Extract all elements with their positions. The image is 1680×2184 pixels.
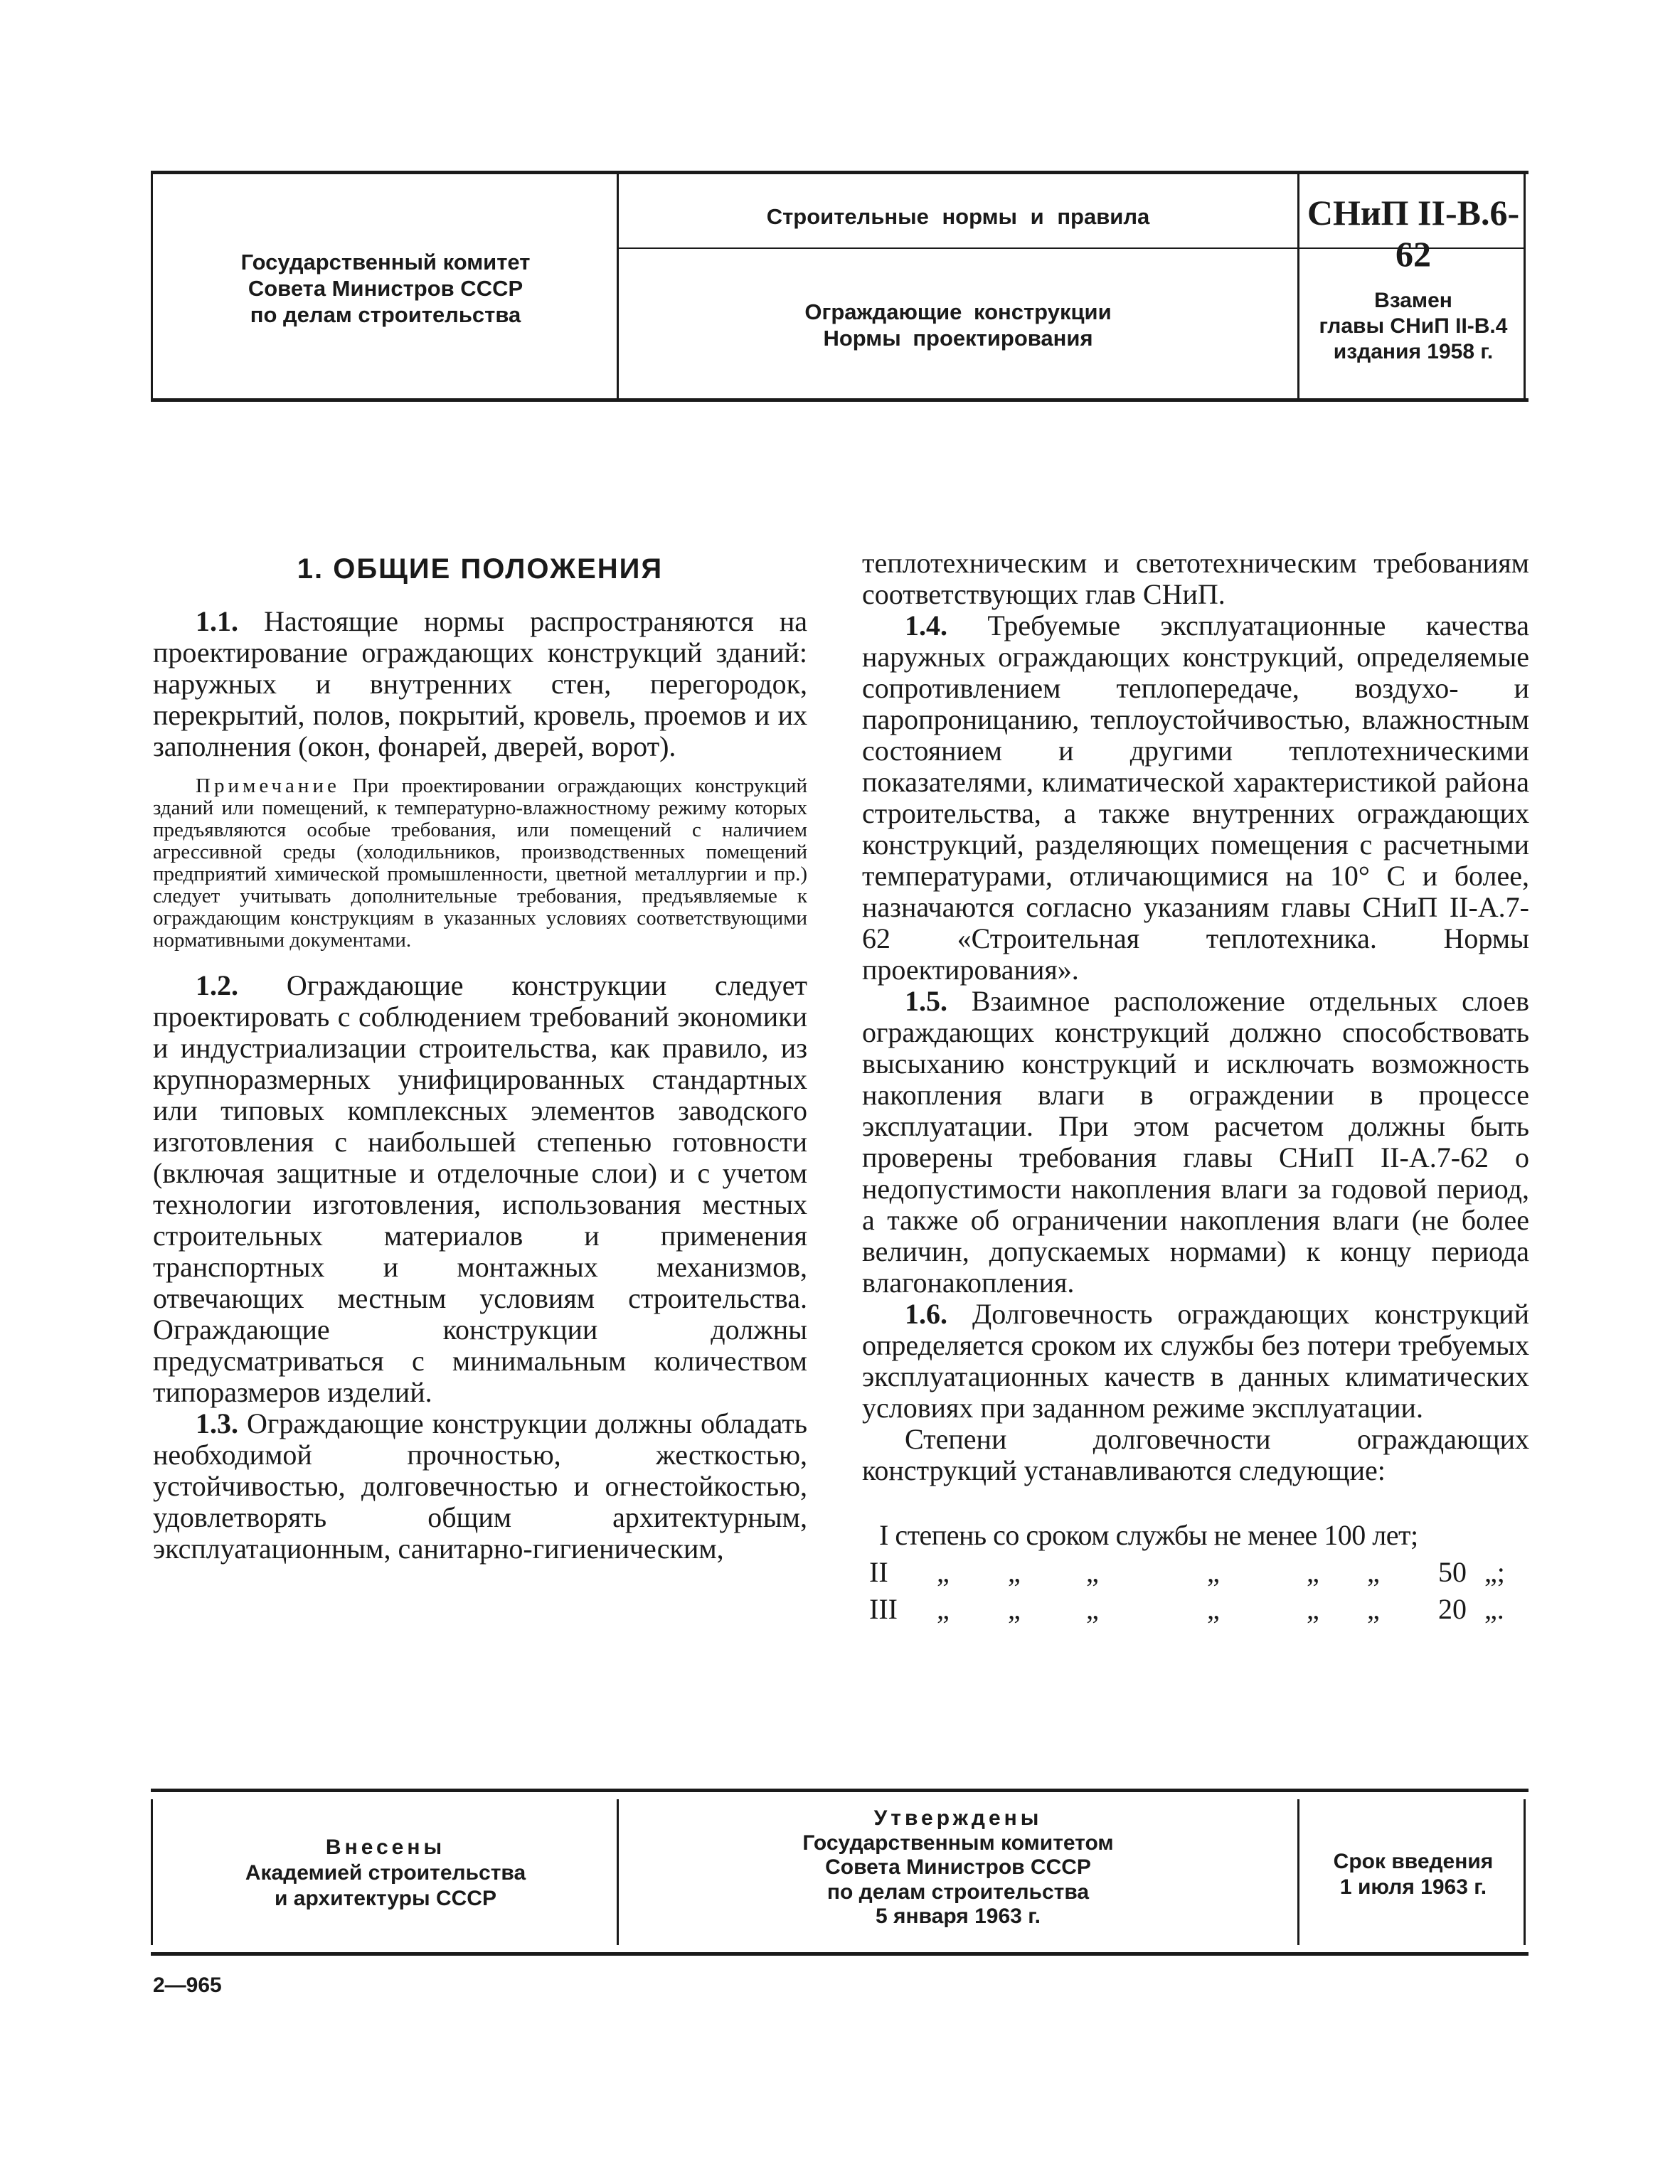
- approved-line: 5 января 1963 г.: [875, 1905, 1041, 1928]
- authority-line: по делам строительства: [250, 302, 521, 328]
- paragraph-number: 1.5.: [905, 985, 947, 1017]
- introduced-line: и архитектуры СССР: [275, 1887, 496, 1910]
- paragraph-number: 1.6.: [905, 1298, 947, 1330]
- paragraph-text: Долговечность ограждающих конструкций определяется сроком их службы без потери требуемых эксплуатационных качеств в данных климатических условиях при заданном режиме эксплуатации.: [862, 1298, 1529, 1424]
- effective-line: Срок введения: [1333, 1850, 1494, 1873]
- degree-label: III: [869, 1593, 898, 1625]
- introduced-line: Внесены: [325, 1836, 446, 1859]
- note-label: Примечание: [196, 774, 340, 797]
- paragraph-1-1: [153, 606, 807, 762]
- degree-end: „.: [1484, 1593, 1504, 1625]
- paragraph-1-2: [153, 970, 807, 1408]
- ditto-mark: „: [1008, 1593, 1021, 1625]
- page-number: 2—965: [153, 1973, 222, 1997]
- ditto-mark: „: [1307, 1593, 1319, 1625]
- introduced-by: [158, 1835, 613, 1912]
- paragraph-1-3-continued: теплотехническим и светотехническим требованиям соответствующих глав СНиП.: [862, 547, 1529, 610]
- paragraph-text: Ограждающие конструкции следует проектировать с соблюдением требований экономики и индустриализации строительства, как правило, из крупноразмерных унифицированных стандартных или типовых комплексных элементов заводского изготовления с наибольшей степенью готовности (включая защитные и отделочные слои) и с учетом технологии изготовления, использования местных строительных материалов и применения транспортных и монтажных механизмов, отвечающих местным условиям строительства. Ограждающие конструкции должны предусматриваться с минимальным количеством типоразмеров изделий.: [153, 969, 807, 1408]
- document-subject: [624, 299, 1292, 351]
- introduced-line: Академией строительства: [245, 1861, 526, 1885]
- degree-label: II: [869, 1556, 888, 1588]
- paragraph-1-5: [862, 986, 1529, 1299]
- replaces-note: [1307, 288, 1520, 365]
- authority-line: Совета Министров СССР: [248, 276, 523, 302]
- subject-line: Нормы проектирования: [823, 326, 1093, 351]
- degree-row: [862, 1552, 1529, 1589]
- paragraph-text: Взаимное расположение отдельных слоев ограждающих конструкций должно способствовать высыханию конструкций и исключать возможность накопления влаги в ограждении в процессе эксплуатации. При этом расчетом должны быть проверены требования главы СНиП II-А.7-62 о недопустимости накопления влаги за годовой период, а также об ограничении накопления влаги (не более величин, допускаемых нормами) к концу периода влагонакопления.: [862, 985, 1529, 1299]
- ditto-mark: „: [1307, 1556, 1319, 1588]
- ditto-mark: „: [1086, 1556, 1099, 1588]
- effective-date: [1307, 1849, 1520, 1900]
- effective-line: 1 июля 1963 г.: [1339, 1875, 1487, 1899]
- paragraph-text: Ограждающие конструкции должны обладать необходимой прочностью, жесткостью, устойчивостью, долговечностью и огнестойкостью, удовлетворять общим архитектурным, эксплуатационным, санитарно-гигиеническим,: [153, 1407, 808, 1565]
- degree-row: [862, 1515, 1529, 1552]
- issuing-authority: [158, 249, 613, 329]
- replaces-line: Взамен: [1374, 289, 1452, 312]
- paragraph-text: Требуемые эксплуатационные качества наружных ограждающих конструкций, определяемые сопротивлением теплопередаче, воздухо- и паропроницанию, теплоустойчивостью, влажностным состоянием и другими теплотехническими показателями, климатической характеристикой района строительства, а также внутренних ограждающих конструкций, разделяющих помещения с расчетными температурами, отличающимися на 10° С и более, назначаются согласно указаниям главы СНиП II-А.7-62 «Строительная теплотехника. Нормы проектирования».: [862, 609, 1530, 986]
- document-footer: [151, 1789, 1529, 1956]
- approved-line: Государственным комитетом: [802, 1831, 1114, 1855]
- paragraph-1-4: [862, 610, 1529, 986]
- degree-label: I степень со сроком службы не менее 100 лет;: [879, 1519, 1418, 1551]
- replaces-line: издания 1958 г.: [1333, 340, 1494, 363]
- ditto-mark: „: [1367, 1593, 1380, 1625]
- right-column: [862, 548, 1529, 1626]
- document-code: СНиП II-В.6-62: [1307, 193, 1520, 274]
- left-column: [153, 548, 807, 1565]
- paragraph-number: 1.2.: [196, 969, 238, 1001]
- paragraph-number: 1.4.: [905, 609, 947, 641]
- ditto-mark: „: [937, 1593, 950, 1625]
- ditto-mark: „: [1086, 1593, 1099, 1625]
- approved-line: по делам строительства: [826, 1880, 1090, 1904]
- ditto-mark: „: [1008, 1556, 1021, 1588]
- ditto-mark: „: [937, 1556, 950, 1588]
- header-divider-1: [617, 174, 619, 398]
- paragraph-1-3: [153, 1408, 807, 1565]
- footer-border-left: [151, 1799, 153, 1945]
- section-title: 1. ОБЩИЕ ПОЛОЖЕНИЯ: [297, 553, 664, 585]
- header-border-left: [151, 174, 153, 398]
- paragraph-number: 1.1.: [196, 605, 238, 637]
- ditto-mark: „: [1367, 1556, 1380, 1588]
- approved-line: Утверждены: [873, 1806, 1043, 1830]
- note: [153, 775, 807, 952]
- document-series: Строительные нормы и правила: [766, 204, 1150, 229]
- header-border-right: [1524, 174, 1526, 398]
- subject-line: Ограждающие конструкции: [804, 299, 1112, 324]
- footer-border-right: [1524, 1799, 1526, 1945]
- header-divider-2: [1297, 174, 1299, 398]
- approved-line: Совета Министров СССР: [825, 1855, 1091, 1879]
- footer-divider-1: [617, 1799, 619, 1945]
- paragraph-text: Настоящие нормы распространяются на проектирование ограждающих конструкций зданий: наружных и внутренних стен, перегородок, перекрытий, полов, покрытий, кровель, проемов и их заполнения (окон, фонарей, дверей, ворот).: [153, 605, 807, 762]
- degree-row: [862, 1589, 1529, 1626]
- durability-degrees-list: [862, 1515, 1529, 1626]
- authority-line: Государственный комитет: [240, 250, 531, 275]
- replaces-line: главы СНиП II-В.4: [1319, 314, 1508, 338]
- degree-end: „;: [1484, 1556, 1505, 1588]
- footer-divider-2: [1297, 1799, 1299, 1945]
- approved-by: [624, 1806, 1292, 1929]
- degrees-intro: Степени долговечности ограждающих конструкций устанавливаются следующие:: [862, 1423, 1529, 1486]
- degree-years: 50: [1438, 1556, 1467, 1588]
- paragraph-number: 1.3.: [196, 1407, 238, 1439]
- paragraph-1-6: [862, 1299, 1529, 1424]
- degree-years: 20: [1438, 1593, 1467, 1625]
- note-text: При проектировании ограждающих конструкций зданий или помещений, к температурно-влажностному режиму которых предъявляются особые требования, или помещений с наличием агрессивной среды (холодильников, производственных помещений предприятий химической промышленности, цветной металлургии и пр.) следует учитывать дополнительные требования, предъявляемые к ограждающим конструкциям в указанных условиях соответствующими нормативными документами.: [153, 774, 807, 952]
- ditto-mark: „: [1207, 1593, 1220, 1625]
- ditto-mark: „: [1207, 1556, 1220, 1588]
- document-header: [151, 171, 1529, 402]
